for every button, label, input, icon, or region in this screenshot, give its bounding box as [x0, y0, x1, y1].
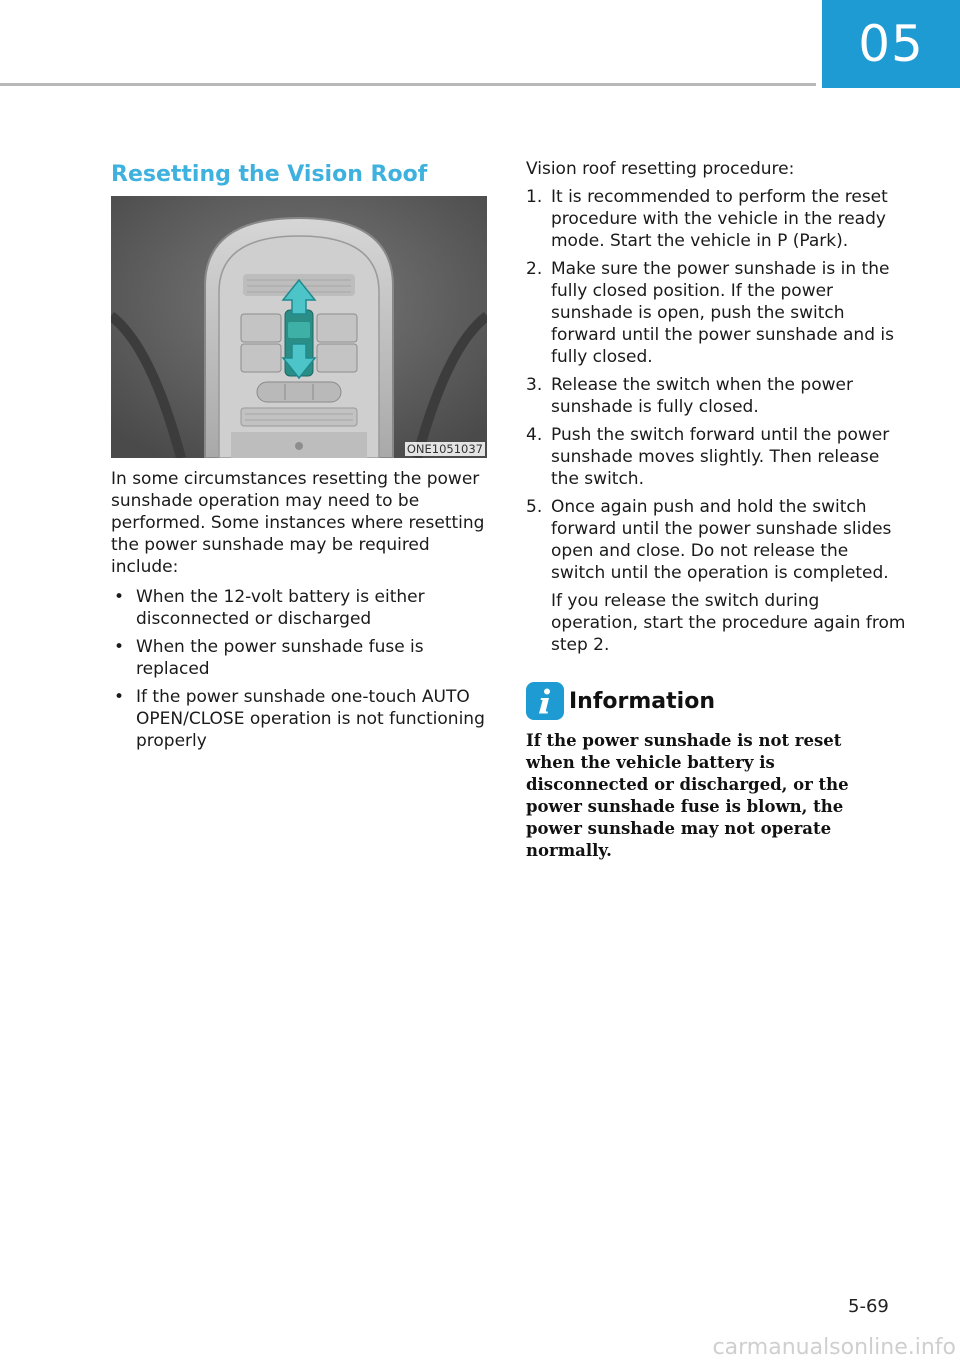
header-rule: [0, 83, 816, 86]
chapter-tab: [822, 0, 960, 88]
watermark: carmanualsonline.info: [712, 1335, 956, 1360]
step-item: [526, 424, 906, 490]
list-item: [111, 686, 487, 752]
step-item: [526, 186, 906, 252]
information-header: [526, 682, 906, 720]
step-text: Once again push and hold the switch forward until the power sunshade slides open and close. Do not release the switch until the operation is completed.: [551, 497, 892, 583]
overhead-console-illustration: [111, 196, 487, 458]
list-item: [111, 636, 487, 680]
information-title: Information: [569, 688, 715, 714]
list-item-text: If the power sunshade one-touch AUTO OPEN/CLOSE operation is not functioning properly: [136, 687, 485, 751]
step-text: Push the switch forward until the power sunshade moves slightly. Then release the switch.: [551, 425, 890, 489]
figure-code: ONE1051037: [406, 442, 483, 456]
step-number: 5.: [526, 497, 543, 517]
step-number: 1.: [526, 187, 543, 207]
bullet-icon: •: [114, 687, 125, 707]
step-number: 3.: [526, 375, 543, 395]
step-text: Release the switch when the power sunshade is fully closed.: [551, 375, 853, 417]
information-body: If the power sunshade is not reset when the vehicle battery is disconnected or discharged, or the power sunshade fuse is blown, the power sunshade may not operate normally.: [526, 731, 849, 860]
info-glyph: [535, 687, 555, 715]
list-item: [111, 586, 487, 630]
step-number: 2.: [526, 259, 543, 279]
condition-list: [111, 586, 487, 752]
step-item: [526, 258, 906, 368]
page-number: 5-69: [848, 1296, 889, 1317]
section-title: Resetting the Vision Roof: [111, 162, 428, 187]
overhead-console-figure: [111, 196, 487, 458]
left-column: [111, 158, 487, 758]
list-item-text: When the 12-volt battery is either disconnected or discharged: [136, 587, 425, 629]
bullet-icon: •: [114, 637, 125, 657]
chapter-number: 05: [858, 15, 924, 73]
step-item: [526, 374, 906, 418]
step-number: 4.: [526, 425, 543, 445]
list-item-text: When the power sunshade fuse is replaced: [136, 637, 424, 679]
intro-paragraph: In some circumstances resetting the power sunshade operation may need to be performed. Some instances where resetting the power sunshade may be required include:: [111, 469, 485, 577]
step-text: It is recommended to perform the reset procedure with the vehicle in the ready mode. Start the vehicle in P (Park).: [551, 187, 888, 251]
procedure-steps: [526, 186, 906, 656]
info-icon: [526, 682, 564, 720]
procedure-lead: Vision roof resetting procedure:: [526, 159, 795, 179]
bullet-icon: •: [114, 587, 125, 607]
step-note: If you release the switch during operation, start the procedure again from step 2.: [551, 591, 906, 655]
right-column: [526, 158, 906, 862]
step-text: Make sure the power sunshade is in the fully closed position. If the power sunshade is open, push the switch forward until the power sunshade and is fully closed.: [551, 259, 894, 367]
step-item: [526, 496, 906, 656]
